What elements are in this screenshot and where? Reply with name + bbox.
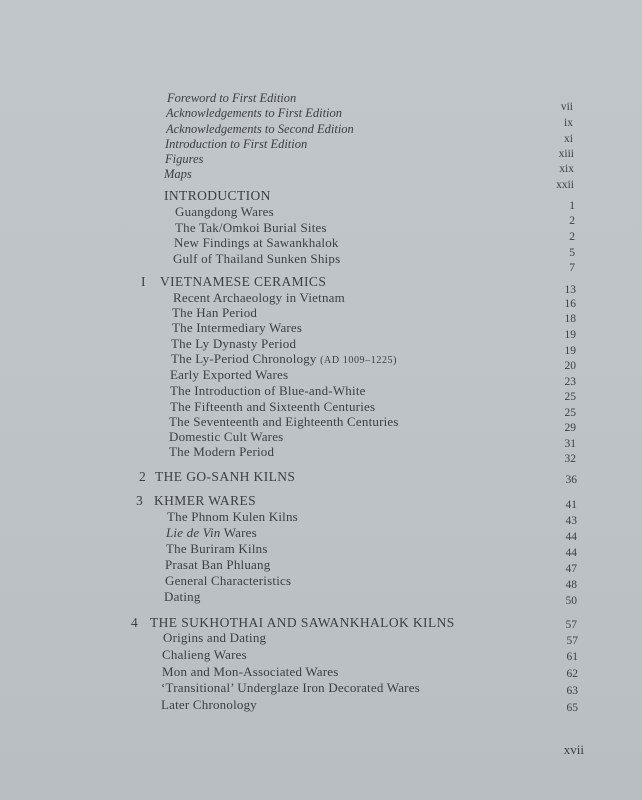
page-number: xi <box>564 133 573 145</box>
page-number: 63 <box>566 685 578 697</box>
page-number: 48 <box>565 579 577 591</box>
chapter-number: 3 <box>136 493 144 508</box>
toc-section <box>166 525 257 541</box>
chapter-number: 4 <box>131 615 139 630</box>
toc-section: The Intermediary Wares <box>172 320 303 335</box>
page-number: 13 <box>564 284 576 296</box>
page-number: 2 <box>569 231 575 243</box>
page-number: 20 <box>564 360 576 372</box>
page-number: 18 <box>564 313 576 325</box>
page-number: 7 <box>569 262 575 274</box>
chapter-number: 2 <box>139 469 147 484</box>
toc-section: The Ly Dynasty Period <box>171 336 297 351</box>
chapter-number: I <box>141 274 146 289</box>
page-number: 29 <box>564 422 576 434</box>
toc-entry-acknowledgements-second: Acknowledgements to Second Edition <box>166 122 354 136</box>
page-number: xix <box>559 163 574 175</box>
page-folio: xvii <box>563 742 584 757</box>
toc-entry-maps: Maps <box>164 167 192 181</box>
page-number: 25 <box>564 407 576 419</box>
page-number: vii <box>560 101 573 113</box>
toc-heading-chapter-2: THE GO-SANH KILNS <box>155 469 296 484</box>
toc-heading-chapter-4: THE SUKHOTHAI AND SAWANKHALOK KILNS <box>150 615 455 630</box>
page-number: 32 <box>564 453 576 465</box>
toc-section-title-italic: Lie de Vin <box>166 525 221 540</box>
toc-section: Dating <box>164 589 201 604</box>
toc-heading-chapter-3: KHMER WARES <box>154 493 257 508</box>
toc-section: Chalieng Wares <box>162 647 247 662</box>
toc-section: The Fifteenth and Sixteenth Centuries <box>170 399 376 414</box>
toc-section: The Seventeenth and Eighteenth Centuries <box>169 414 399 429</box>
page-number: 62 <box>566 668 578 680</box>
toc-section <box>171 351 397 367</box>
toc-section: New Findings at Sawankhalok <box>174 235 339 250</box>
page-number: 31 <box>564 438 576 450</box>
toc-section: Domestic Cult Wares <box>169 429 284 444</box>
page-number: 57 <box>566 635 578 647</box>
toc-section: The Tak/Omkoi Burial Sites <box>175 220 327 235</box>
page-number: 25 <box>564 391 576 403</box>
toc-section: The Buriram Kilns <box>166 541 268 556</box>
page-number: 41 <box>565 499 577 511</box>
page-number: xxii <box>556 179 574 191</box>
toc-section: Later Chronology <box>161 697 257 712</box>
page-number: 44 <box>565 531 577 543</box>
page-number: 1 <box>569 200 575 212</box>
toc-section: Mon and Mon-Associated Wares <box>162 664 339 679</box>
toc-section: Guangdong Wares <box>175 204 274 219</box>
toc-heading-introduction: INTRODUCTION <box>164 188 271 203</box>
toc-section: ‘Transitional’ Underglaze Iron Decorated Wares <box>161 680 420 695</box>
toc-section: Prasat Ban Phluang <box>165 557 271 572</box>
toc-entry-introduction-first: Introduction to First Edition <box>165 137 308 151</box>
toc-entry-figures: Figures <box>165 152 204 166</box>
page-number: 61 <box>566 651 578 663</box>
page-number: 50 <box>565 595 577 607</box>
page-number: 19 <box>564 329 576 341</box>
toc-section: Early Exported Wares <box>170 367 289 382</box>
page-number: 47 <box>565 563 577 575</box>
toc-entry-foreword: Foreword to First Edition <box>167 91 297 105</box>
toc-section: Recent Archaeology in Vietnam <box>173 290 345 305</box>
page-number: 43 <box>565 515 577 527</box>
toc-section: Gulf of Thailand Sunken Ships <box>173 251 341 266</box>
page-number: 16 <box>564 298 576 310</box>
page-number: 57 <box>565 619 577 631</box>
page-number: xiii <box>558 148 574 160</box>
toc-section: General Characteristics <box>165 573 292 588</box>
toc-section: The Han Period <box>172 305 258 320</box>
toc-section: The Phnom Kulen Kilns <box>167 509 298 524</box>
toc-section-title: The Ly-Period Chronology <box>171 351 317 366</box>
page-number: ix <box>564 117 573 129</box>
page-number: 23 <box>564 376 576 388</box>
page-number: 19 <box>564 345 576 357</box>
toc-section-title-rest: Wares <box>220 525 257 540</box>
page-number: 44 <box>565 547 577 559</box>
toc-section: The Modern Period <box>169 444 275 459</box>
page-number: 5 <box>569 247 575 259</box>
toc-heading-chapter-1: VIETNAMESE CERAMICS <box>160 274 327 289</box>
page-number: 36 <box>565 474 577 486</box>
toc-section-date-range: (AD 1009–1225) <box>320 355 398 366</box>
toc-section: The Introduction of Blue-and-White <box>170 383 366 398</box>
toc-section: Origins and Dating <box>163 630 267 645</box>
toc-entry-acknowledgements-first: Acknowledgements to First Edition <box>166 106 343 120</box>
page-number: 2 <box>569 215 575 227</box>
page-number: 65 <box>566 702 578 714</box>
